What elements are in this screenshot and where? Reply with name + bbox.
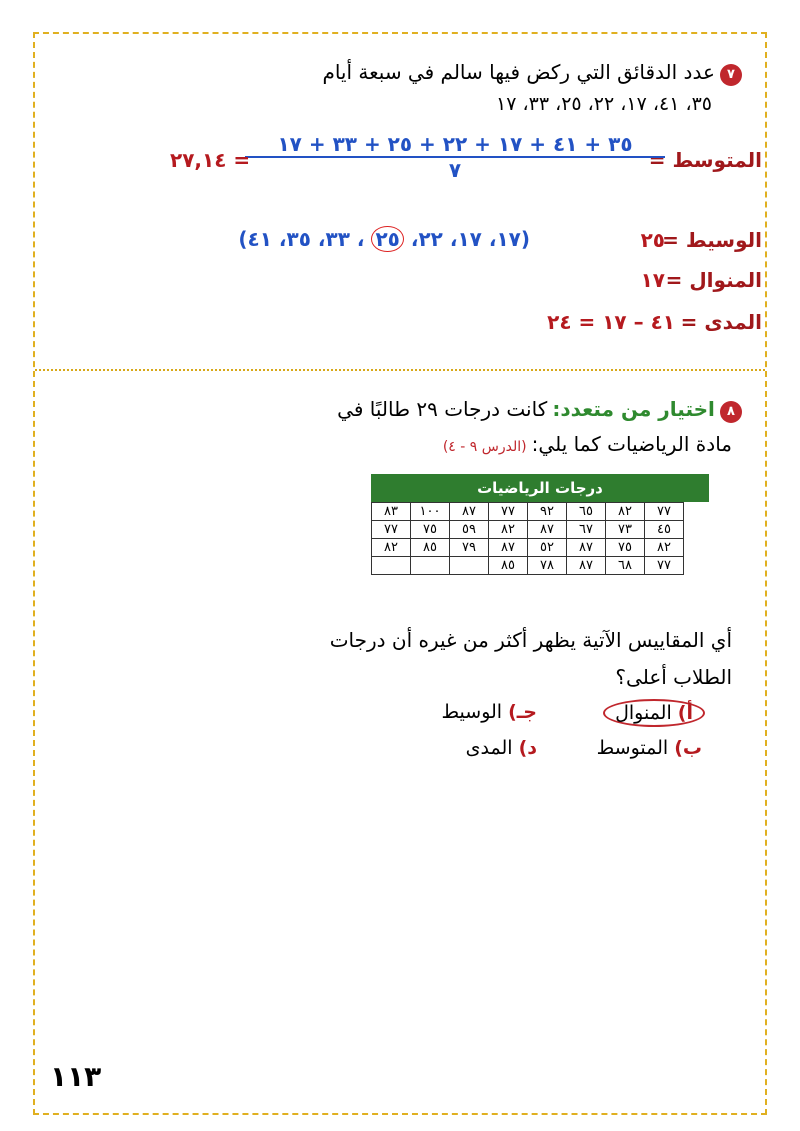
table-cell [411,557,450,575]
option-b[interactable] [597,737,702,759]
table-cell: ٨٣ [372,503,411,521]
mode-value: ١٧ [640,268,665,292]
grades-table-title: درجات الرياضيات [371,474,709,502]
mean-fraction [245,132,665,182]
median-value: ٢٥ [640,228,665,252]
q7-values: ٣٥، ٤١، ١٧، ٢٢، ٢٥، ٣٣، ١٧ [496,93,712,115]
option-d-text: المدى [465,737,513,759]
option-a[interactable] [603,699,705,727]
median-label: الوسيط = [662,228,762,252]
table-cell: ٥٢ [528,539,567,557]
sorted-values [238,226,530,252]
table-cell: ٨٧ [567,557,606,575]
option-c-text: الوسيط [441,701,503,723]
grades-table [371,502,684,575]
option-b-letter: ب) [674,737,702,759]
grades-table-wrap [371,474,709,575]
q8-title: اختيار من متعدد: [552,397,715,421]
q7-header [62,60,742,86]
option-a-text: المنوال [615,702,672,724]
table-cell: ٧٧ [489,503,528,521]
lesson-reference: (الدرس ٩ - ٤) [442,439,527,455]
table-cell: ٨٧ [489,539,528,557]
table-row [372,557,684,575]
table-cell: ٧٥ [606,539,645,557]
option-b-text: المتوسط [596,737,669,759]
table-cell: ٨٢ [372,539,411,557]
q8-prompt-line2: الطلاب أعلى؟ [615,665,732,689]
table-cell: ٨٥ [489,557,528,575]
q8-header [42,397,742,423]
mode-label: المنوال = [665,268,762,292]
option-c-letter: جـ) [508,701,537,723]
page-number: ١١٣ [50,1060,102,1093]
option-a-letter: أ) [677,702,693,724]
table-cell: ٧٥ [411,521,450,539]
table-cell: ٧٣ [606,521,645,539]
mean-label: المتوسط = [648,148,762,172]
q8-prompt-line1: أي المقاييس الآتية يظهر أكثر من غيره أن درجات [329,628,732,652]
table-row [372,539,684,557]
table-cell: ٨٢ [489,521,528,539]
q8-intro-line2 [443,432,732,456]
mean-result: = ٢٧,١٤ [170,148,251,172]
range-label: المدى = [680,310,762,334]
q7-badge: ٧ [720,64,742,86]
sorted-open: (١٧، ١٧، ٢٢، [410,227,530,251]
table-cell: ٤٥ [645,521,684,539]
option-d[interactable] [466,737,537,759]
table-cell: ٥٩ [450,521,489,539]
table-cell: ٧٧ [372,521,411,539]
table-cell: ٧٨ [528,557,567,575]
table-cell: ٨٧ [528,521,567,539]
mean-numerator: ٣٥ + ٤١ + ١٧ + ٢٢ + ٢٥ + ٣٣ + ١٧ [277,132,633,156]
range-expression: ٤١ – ١٧ = ٢٤ [547,310,675,334]
q8-intro: كانت درجات ٢٩ طالبًا في [337,397,548,421]
table-cell: ٧٧ [645,557,684,575]
table-cell: ٩٢ [528,503,567,521]
table-cell: ١٠٠ [411,503,450,521]
q8-badge: ٨ [720,401,742,423]
option-d-letter: د) [518,737,537,759]
section-divider [35,369,765,371]
q8-intro2: مادة الرياضيات كما يلي: [531,432,732,456]
table-cell: ٨٥ [411,539,450,557]
median-circle: ٢٥ [371,226,403,252]
table-cell [450,557,489,575]
q7-question: عدد الدقائق التي ركض فيها سالم في سبعة أيام [322,60,715,84]
table-row [372,503,684,521]
table-cell: ٨٢ [606,503,645,521]
table-cell: ٧٧ [645,503,684,521]
table-cell: ٦٨ [606,557,645,575]
mean-denominator: ٧ [448,158,462,182]
sorted-close: ، ٣٣، ٣٥، ٤١) [238,227,365,251]
table-cell: ٨٧ [450,503,489,521]
table-row [372,521,684,539]
answer-oval [603,699,705,727]
option-c[interactable] [442,701,538,723]
table-cell: ٦٥ [567,503,606,521]
table-cell: ٧٩ [450,539,489,557]
table-cell [372,557,411,575]
table-cell: ٦٧ [567,521,606,539]
table-cell: ٨٧ [567,539,606,557]
table-cell: ٨٢ [645,539,684,557]
